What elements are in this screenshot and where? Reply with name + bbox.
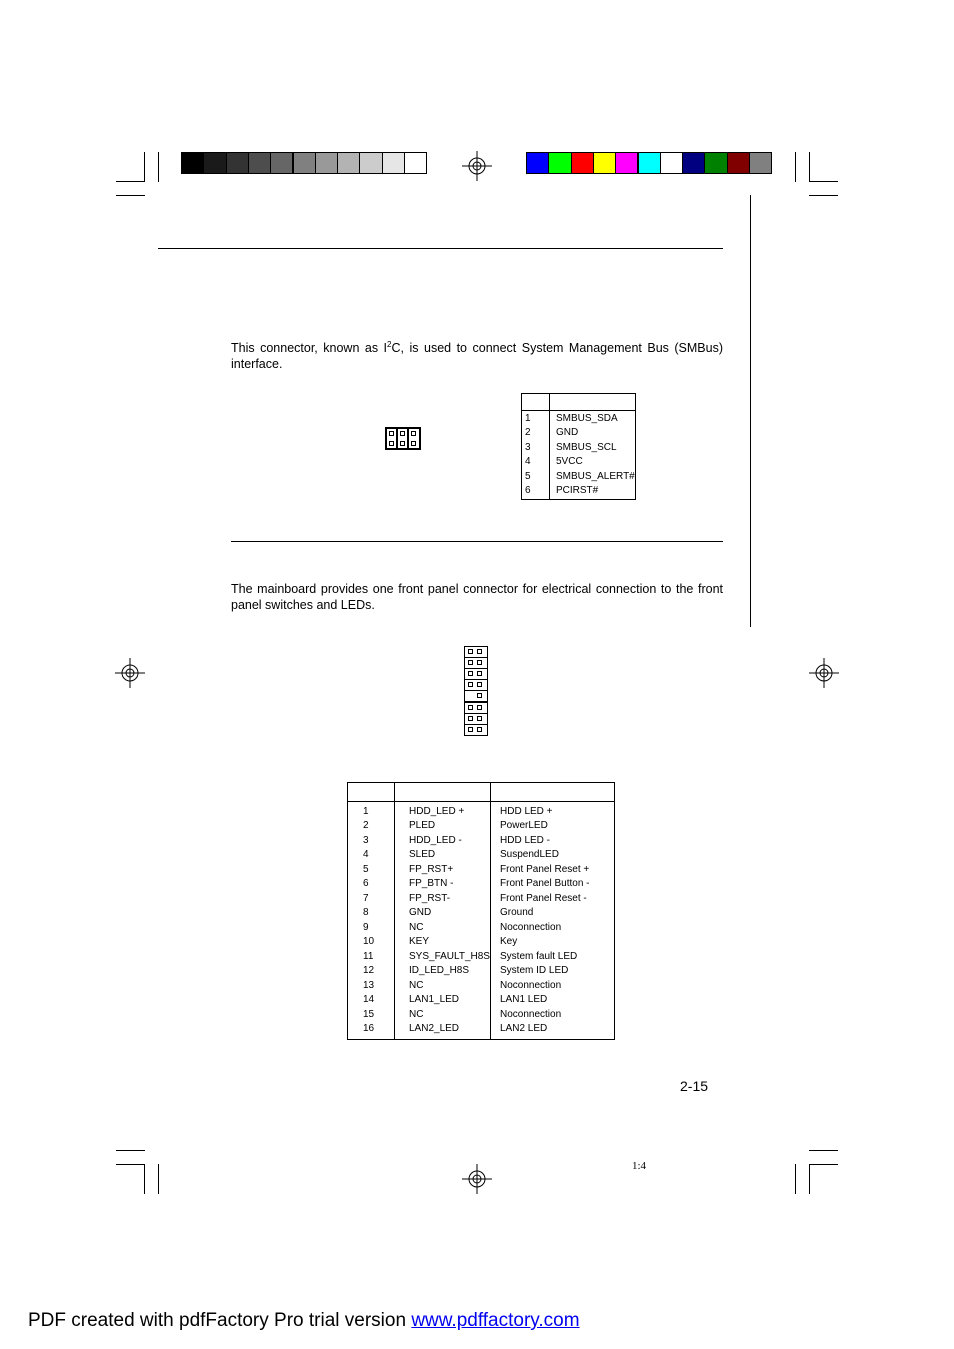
crop-mark [809, 152, 810, 182]
connector-pin [477, 705, 482, 710]
table-row [357, 877, 610, 892]
table-row [357, 906, 610, 921]
connector-pin [477, 693, 482, 698]
table-cell-description: LAN2 LED [500, 1023, 548, 1035]
color-swatch [704, 152, 727, 174]
table-cell-signal: LAN1_LED [409, 994, 460, 1006]
margin-rule [750, 195, 751, 627]
table-cell-signal: ID_LED_H8S [409, 965, 470, 977]
footer-link[interactable]: www.pdffactory.com [411, 1310, 580, 1331]
table-cell-signal: GND [409, 907, 432, 919]
connector-pin [477, 716, 482, 721]
table-row [519, 455, 636, 470]
table-cell-pin: 1 [525, 412, 531, 424]
table-cell-pin: 3 [363, 834, 369, 846]
gray-swatch [359, 152, 382, 174]
table-row [357, 862, 610, 877]
table-row [357, 935, 610, 950]
color-swatch [548, 152, 571, 174]
table-cell-signal: FP_BTN - [409, 878, 454, 890]
table-row [519, 411, 636, 426]
table-cell-signal: SMBUS_SDA [556, 412, 618, 424]
table-cell-signal: SMBUS_ALERT# [556, 470, 635, 482]
table-row [357, 819, 610, 834]
table-cell-signal: NC [409, 979, 424, 991]
crop-mark [158, 1164, 159, 1194]
table-cell-signal: HDD_LED + [409, 805, 465, 817]
table-cell-signal: NC [409, 1008, 424, 1020]
section-divider [231, 541, 723, 542]
table-cell-pin: 6 [363, 878, 369, 890]
front-panel-pin-table [357, 804, 610, 1036]
gray-swatch [248, 152, 271, 174]
color-swatch [526, 152, 549, 174]
table-cell-pin: 9 [363, 921, 369, 933]
footer-text: PDF created with pdfFactory Pro trial version [28, 1310, 412, 1331]
connector-pin [477, 727, 482, 732]
gray-swatch [181, 152, 204, 174]
crop-mark [158, 152, 159, 182]
table-row [519, 469, 636, 484]
table-row [357, 949, 610, 964]
gray-swatch [404, 152, 427, 174]
table-cell-pin: 5 [525, 470, 531, 482]
table-cell-signal: HDD_LED - [409, 834, 462, 846]
gray-swatch [203, 152, 226, 174]
table-cell-signal: FP_RST+ [409, 863, 454, 875]
connector-pin [468, 660, 473, 665]
table-row [357, 804, 610, 819]
table-header-rule [347, 801, 615, 802]
color-swatch [638, 152, 661, 174]
connector-pin [477, 682, 482, 687]
connector-pin [477, 671, 482, 676]
gray-swatch [226, 152, 249, 174]
table-row [519, 484, 636, 499]
gray-swatch [270, 152, 293, 174]
table-cell-signal: 5VCC [556, 456, 583, 468]
crop-mark [809, 1150, 838, 1151]
crop-mark [116, 1150, 145, 1151]
color-swatch [682, 152, 705, 174]
crop-mark [144, 152, 145, 182]
table-cell-pin: 6 [525, 485, 531, 497]
table-cell-description: SuspendLED [500, 849, 559, 861]
front-panel-description: The mainboard provides one front panel connector for electrical connection to the front panel switches and LEDs. [231, 582, 723, 612]
registration-mark-icon [462, 151, 492, 181]
table-cell-description: Front Panel Button - [500, 878, 590, 890]
connector-pin [477, 660, 482, 665]
table-row [357, 833, 610, 848]
crop-mark [116, 1164, 145, 1165]
table-cell-signal: NC [409, 921, 424, 933]
table-cell-description: Front Panel Reset + [500, 863, 590, 875]
table-cell-description: LAN1 LED [500, 994, 548, 1006]
crop-mark [809, 195, 838, 196]
table-cell-pin: 5 [363, 863, 369, 875]
table-cell-pin: 2 [525, 427, 531, 439]
table-cell-signal: GND [556, 427, 579, 439]
gray-swatch [315, 152, 338, 174]
table-cell-description: Noconnection [500, 921, 562, 933]
gray-swatch [293, 152, 316, 174]
table-cell-pin: 14 [363, 994, 375, 1006]
connector-pin [468, 649, 473, 654]
color-swatch [727, 152, 750, 174]
table-cell-pin: 1 [363, 805, 369, 817]
connector-pin [468, 716, 473, 721]
registration-mark-icon [115, 658, 145, 688]
table-cell-signal: SYS_FAULT_H8S [409, 950, 490, 962]
table-row [357, 848, 610, 863]
crop-mark [116, 195, 145, 196]
print-mark: 1:4 [632, 1160, 647, 1172]
crop-mark [795, 152, 796, 182]
color-swatch [615, 152, 638, 174]
color-swatch [571, 152, 594, 174]
table-row [357, 1022, 610, 1037]
table-row [357, 1007, 610, 1022]
table-cell-signal: PLED [409, 820, 436, 832]
crop-mark [116, 181, 145, 182]
table-row [357, 891, 610, 906]
table-cell-pin: 10 [363, 936, 375, 948]
table-cell-pin: 12 [363, 965, 375, 977]
table-cell-description: Front Panel Reset - [500, 892, 587, 904]
color-swatch [749, 152, 772, 174]
connector-pin [468, 682, 473, 687]
registration-mark-icon [809, 658, 839, 688]
smbus-pin-table [519, 411, 636, 498]
table-cell-signal: FP_RST- [409, 892, 451, 904]
pdf-footer [28, 1310, 580, 1332]
table-cell-pin: 2 [363, 820, 369, 832]
table-cell-description: System fault LED [500, 950, 578, 962]
table-cell-signal: SLED [409, 849, 436, 861]
crop-mark [809, 1164, 810, 1194]
crop-mark [809, 1164, 838, 1165]
connector-pin [468, 705, 473, 710]
table-row [357, 964, 610, 979]
table-cell-signal: LAN2_LED [409, 1023, 460, 1035]
table-cell-pin: 15 [363, 1008, 375, 1020]
connector-pin [477, 649, 482, 654]
table-cell-pin: 16 [363, 1023, 375, 1035]
gray-swatch [337, 152, 360, 174]
crop-mark [809, 181, 838, 182]
table-cell-pin: 4 [363, 849, 369, 861]
registration-mark-icon [462, 1164, 492, 1194]
table-row [357, 920, 610, 935]
connector-pin [468, 671, 473, 676]
table-cell-description: PowerLED [500, 820, 548, 832]
page-number: 2-15 [680, 1078, 709, 1094]
table-cell-pin: 4 [525, 456, 531, 468]
header-rule [158, 248, 723, 249]
crop-mark [144, 1164, 145, 1194]
table-cell-description: HDD LED - [500, 834, 551, 846]
table-cell-description: System ID LED [500, 965, 569, 977]
gray-swatch [382, 152, 405, 174]
table-cell-signal: PCIRST# [556, 485, 599, 497]
table-cell-pin: 11 [363, 950, 374, 962]
table-cell-description: HDD LED + [500, 805, 553, 817]
smbus-description: This connector, known as $I^2C$, is used to connect System Management Bus (SMBus) interface. [231, 340, 723, 372]
connector-pin [468, 727, 473, 732]
table-cell-description: Noconnection [500, 979, 562, 991]
table-row [519, 426, 636, 441]
table-cell-description: Key [500, 936, 518, 948]
table-cell-pin: 8 [363, 907, 369, 919]
table-cell-pin: 7 [363, 892, 369, 904]
table-cell-pin: 13 [363, 979, 375, 991]
color-swatch [593, 152, 616, 174]
table-cell-description: Noconnection [500, 1008, 562, 1020]
table-cell-signal: SMBUS_SCL [556, 441, 617, 453]
table-row [519, 440, 636, 455]
color-swatch [660, 152, 683, 174]
table-row [357, 978, 610, 993]
table-cell-pin: 3 [525, 441, 531, 453]
table-cell-signal: KEY [409, 936, 430, 948]
table-cell-description: Ground [500, 907, 534, 919]
crop-mark [795, 1164, 796, 1194]
table-row [357, 993, 610, 1008]
